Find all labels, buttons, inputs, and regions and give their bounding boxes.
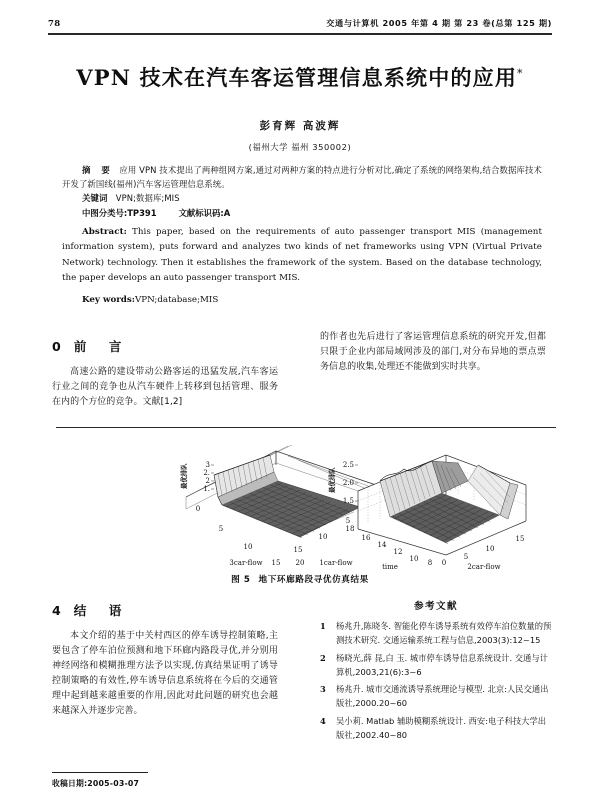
title-text: VPN 技术在汽车客运管理信息系统中的应用 [76,65,518,90]
section-number-intro: 0 [52,339,62,354]
reference-text: 杨晓光,薛 昆,白 玉. 城市停车诱导信息系统设计. 交通与计算机,2003,21(6):3~6 [336,652,548,677]
reference-item [320,651,552,680]
reference-item [320,619,552,648]
document-code: 文献标识码:A [178,207,231,218]
footnote-divider [52,772,148,773]
clc-number: 中图分类号:TP391 [82,207,157,218]
svg-text:0: 0 [195,505,201,513]
abstract-zh [62,163,542,191]
left-plot-xlabel: 3car-flow [229,559,263,567]
reference-text: 杨兆升. 城市交通流诱导系统理论与模型. 北京:人民交通出版社,2000.20~60 [336,684,549,709]
svg-text:5: 5 [345,517,351,525]
svg-text:2: 2 [205,477,210,485]
svg-text:10: 10 [485,545,495,553]
svg-text:1.5: 1.5 [342,497,354,505]
page-number: 78 [48,19,61,29]
abstract-zh-label: 摘 要 [82,165,114,175]
keywords-en [62,293,542,308]
svg-text:20: 20 [295,559,305,567]
svg-text:18: 18 [345,525,355,533]
svg-text:0: 0 [441,559,447,567]
author-affiliation: (福州大学 福州 350002) [248,142,352,152]
intro-paragraph: 高速公路的建设带动公路客运的迅猛发展,汽车客运行业之间的竞争也从汽车硬件上转移到包括管理、服务在内的个方位的竞争。文献[1,2] [52,367,278,408]
column-left-conclusion [52,600,278,720]
svg-text:12: 12 [393,548,403,556]
svg-text:1.: 1. [203,485,210,493]
reference-text: 吴小莉. Matlab 辅助模糊系统设计. 西安:电子科技大学出版社,2002.40~80 [336,715,547,741]
reference-number: 3 [320,684,326,695]
svg-text:10: 10 [318,533,328,541]
abstract-en-label: Abstract: [82,226,127,237]
figure-top-divider [56,427,556,428]
header-divider [48,33,552,35]
reference-number: 1 [320,621,326,631]
references-heading: 参考文献 [414,601,458,612]
references-block [320,598,552,745]
svg-text:5: 5 [463,553,469,561]
intro-paragraph-continued: 的作者也先后进行了客运管理信息系统的研究开发,但都只限于企业内部局域网涉及的部门,对分布异地的票点票务信息的收集,处理还不能做到实时共享。 [320,332,546,373]
svg-text:3: 3 [205,461,210,469]
surface-plot-right [318,445,544,573]
journal-issue-line: 交通与计算机 2005 年第 4 期 第 23 卷(总第 125 期) [326,18,552,28]
clc-line [62,206,542,221]
svg-text:15: 15 [515,535,525,543]
svg-text:5: 5 [218,525,224,533]
received-date: 收稿日期:2005-03-07 [52,779,140,788]
svg-text:15: 15 [271,559,281,567]
left-plot-zlabel: 最优排队 [180,463,188,489]
figure-5-caption [0,573,600,585]
svg-text:14: 14 [377,541,387,549]
author-list: 彭育辉 高波辉 [259,120,341,132]
figure-caption-text: 地下环廊路段寻优仿真结果 [258,575,369,585]
section-heading-intro [52,336,278,355]
right-plot-zlabel: 最优排队 [328,467,336,493]
keywords-zh-label: 关键词 [82,193,108,204]
keywords-zh [62,191,542,205]
figure-5-graphics [52,437,552,572]
section-title-conclusion: 结 语 [73,603,131,618]
abstract-block [62,163,542,309]
reference-text: 杨兆升,陈晓冬. 智能化停车诱导系统有效停车泊位数量的预测技术研究. 交通运输系统工程与信息,2003(3):12~15 [336,621,552,646]
svg-text:16: 16 [361,534,371,542]
figure-number: 图 5 [231,575,251,585]
section-heading-conclusion [52,600,278,619]
column-left-intro [52,336,278,410]
abstract-zh-text: 应用 VPN 技术提出了两种组网方案,通过对两种方案的特点进行分析对比,确定了系统的网络架构,结合数据库技术开发了新国线(福州)汽车客运管理信息系统。 [62,165,542,190]
section-number-conclusion: 4 [52,603,62,618]
keywords-en-label: Key words: [82,295,135,306]
svg-text:15: 15 [293,546,303,554]
right-plot-xlabel: 2car-flow [467,563,501,571]
reference-number: 4 [320,715,326,726]
conclusion-paragraph: 本文介绍的基于中关村西区的停车诱导控制策略,主要包含了停车泊位预测和地下环廊内路段寻优,并分别用神经网络和模糊推理方法予以实现,仿真结果证明了诱导控制策略的有效性,停车诱导信息系统将在今后的交通管理中起到越来越重要的作用,因此对此问题的研究也会越来越深入并逐步完善。 [52,631,278,717]
svg-text:8: 8 [427,559,433,567]
svg-text:10: 10 [243,543,253,551]
svg-text:2.0: 2.0 [342,479,354,487]
title-footnote-marker: * [517,67,524,80]
section-title-intro: 前 言 [73,339,131,354]
abstract-en-text: This paper, based on the requirements of auto passenger transport MIS (management information system), puts forward and analyzes two kinds of net frameworks using VPN (Virtual Private Network) technology. Then it establishes the framework of the system. Based on the database technology, the paper develops an auto passenger transport MIS. [62,226,542,284]
running-head [48,18,552,29]
svg-text:2.: 2. [203,469,210,477]
keywords-en-text: VPN;database;MIS [134,295,219,306]
svg-text:2.5: 2.5 [342,461,354,469]
svg-text:10: 10 [409,555,419,563]
right-plot-ylabel: time [382,563,398,571]
reference-number: 2 [320,652,326,663]
left-plot-ylabel: 1car-flow [319,559,353,567]
abstract-en [62,225,542,287]
reference-item [320,714,552,743]
reference-item [320,682,552,711]
page-title [0,62,600,92]
column-right-intro-continued [320,330,546,375]
keywords-zh-text: VPN;数据库;MIS [115,193,180,204]
